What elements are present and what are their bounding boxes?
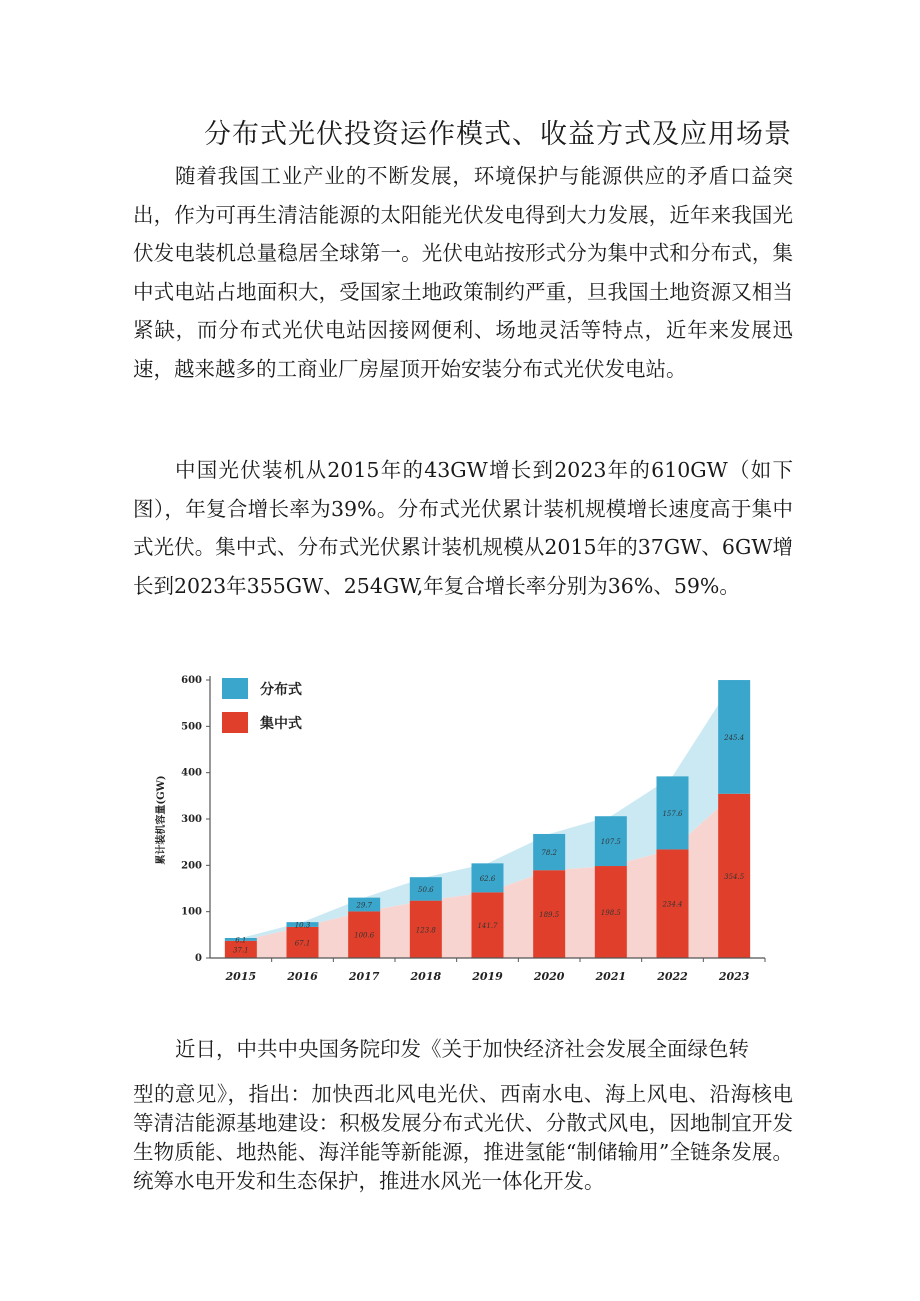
page-title: 分布式光伏投资运作模式、收益方式及应用场景 xyxy=(204,119,792,150)
x-tick-label-2018: 2018 xyxy=(410,970,442,983)
data-label-centralized-2020: 189.5 xyxy=(539,911,560,920)
data-label-distributed-2023: 245.4 xyxy=(724,733,745,742)
y-tick-label-500: 500 xyxy=(181,721,202,733)
data-label-centralized-2023: 354.5 xyxy=(724,872,745,881)
y-tick-label-400: 400 xyxy=(181,767,202,779)
y-tick-label-600: 600 xyxy=(181,675,202,686)
data-label-centralized-2022: 234.4 xyxy=(662,900,683,909)
paragraph-policy-line1: 近日，中共中央国务院印发《关于加快经济社会发展全面绿色转 xyxy=(175,1037,749,1061)
data-label-distributed-2021: 107.5 xyxy=(600,838,621,847)
y-tick-label-200: 200 xyxy=(181,860,202,872)
x-tick-label-2022: 2022 xyxy=(657,970,688,983)
data-label-distributed-2019: 62.6 xyxy=(479,874,496,883)
data-label-centralized-2015: 37.1 xyxy=(233,946,249,955)
x-tick-label-2017: 2017 xyxy=(348,970,380,983)
x-tick-label-2015: 2015 xyxy=(225,970,257,983)
paragraph-growth: 中国光伏装机从2015年的43GW增长到2023年的610GW（如下图），年复合增长率为39%。分布式光伏累计装机规模增长速度高于集中式光伏。集中式、分布式光伏累计装机规模从2015年的37GW、6GW增长到2023年355GW、254GW,年复合增长率分别为36%、59%。 xyxy=(133,458,793,598)
data-label-distributed-2018: 50.6 xyxy=(418,885,434,894)
data-label-centralized-2021: 198.5 xyxy=(600,909,621,918)
legend-swatch-centralized xyxy=(222,712,248,733)
chart-y-axis-label: 累计装机容量(GW) xyxy=(156,775,167,865)
data-label-distributed-2022: 157.6 xyxy=(662,809,683,818)
data-label-distributed-2017: 29.7 xyxy=(356,901,372,910)
legend-label-distributed: 分布式 xyxy=(260,682,302,698)
chart-legend xyxy=(222,678,302,733)
paragraph-policy-body: 型的意见》，指出：加快西北风电光伏、西南水电、海上风电、沿海核电等清洁能源基地建设：积极发展分布式光伏、分散式风电，因地制宜开发生物质能、地热能、海洋能等新能源，推进氢能“制储输用”全链条发展。统筹水电开发和生态保护，推进水风光一体化开发。 xyxy=(133,1082,793,1193)
chart-x-labels xyxy=(225,958,765,983)
x-tick-label-2021: 2021 xyxy=(595,970,627,983)
x-tick-label-2020: 2020 xyxy=(533,970,565,983)
data-label-centralized-2017: 100.6 xyxy=(354,931,375,940)
chart-bars xyxy=(225,680,750,958)
data-label-centralized-2019: 141.7 xyxy=(477,922,498,931)
x-tick-label-2016: 2016 xyxy=(287,970,318,983)
pv-capacity-chart xyxy=(150,660,780,1000)
y-tick-label-0: 0 xyxy=(195,953,202,964)
legend-swatch-distributed xyxy=(222,678,248,699)
y-tick-label-300: 300 xyxy=(181,814,202,825)
data-label-distributed-2016: 10.3 xyxy=(294,921,311,930)
legend-label-centralized: 集中式 xyxy=(260,716,302,732)
data-label-centralized-2018: 123.8 xyxy=(415,926,436,935)
x-tick-label-2023: 2023 xyxy=(718,970,750,983)
paragraph-intro: 随着我国工业产业的不断发展，环境保护与能源供应的矛盾口益突出，作为可再生清洁能源的太阳能光伏发电得到大力发展，近年来我国光伏发电装机总量稳居全球第一。光伏电站按形式分为集中式和分布式，集中式电站占地面积大，受国家土地政策制约严重，旦我国土地资源又相当紧缺，而分布式光伏电站因接网便利、场地灵活等特点，近年来发展迅速，越来越多的工商业厂房屋顶开始安装分布式光伏发电站。 xyxy=(133,164,793,381)
x-tick-label-2019: 2019 xyxy=(472,970,503,983)
data-label-centralized-2016: 67.1 xyxy=(294,939,311,948)
chart-y-ticks xyxy=(181,675,210,964)
y-tick-label-100: 100 xyxy=(181,906,202,918)
data-label-distributed-2015: 6.1 xyxy=(235,936,247,945)
data-label-distributed-2020: 78.2 xyxy=(541,849,557,858)
